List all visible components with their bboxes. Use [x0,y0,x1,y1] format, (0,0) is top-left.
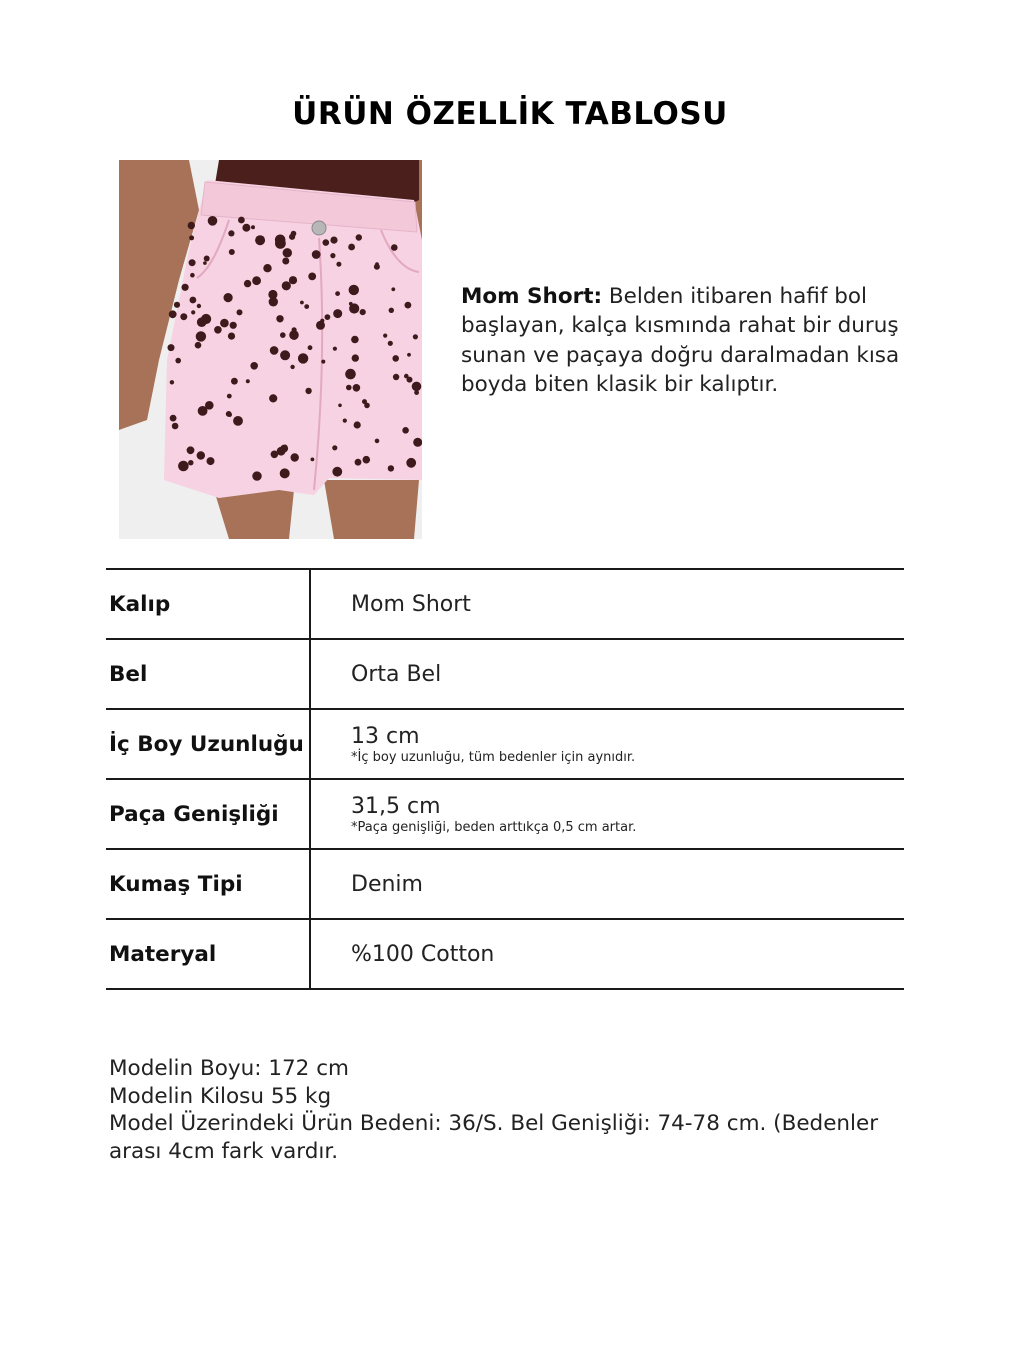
polka-dot [170,415,177,422]
polka-dot [252,276,261,285]
polka-dot [229,249,235,255]
spec-label: Paça Genişliği [106,779,310,849]
polka-dot [362,399,367,404]
polka-dot [228,333,235,340]
polka-dot [226,411,232,417]
polka-dot [332,467,342,477]
polka-dot [282,258,289,265]
polka-dot [300,301,304,305]
polka-dot [263,264,271,272]
polka-dot [207,457,215,465]
polka-dot [204,256,210,262]
polka-dot [311,458,315,462]
product-description [461,282,911,400]
polka-dot [305,388,311,394]
model-weight: Modelin Kilosu 55 kg [109,1083,332,1109]
polka-dot [323,239,330,246]
spec-value: %100 Cotton [351,941,495,967]
spec-value: 31,5 cm [351,793,441,819]
polka-dot [276,315,283,322]
polka-dot [227,394,232,399]
polka-dot [413,334,418,339]
polka-dot [188,222,195,229]
polka-dot [375,439,380,444]
spec-row-ic-boy [106,709,904,779]
polka-dot [349,285,359,295]
spec-label: İç Boy Uzunluğu [106,709,310,779]
polka-dot [169,310,177,318]
polka-dot [405,302,412,309]
spec-row-materyal [106,919,904,989]
polka-dot [182,284,189,291]
spec-value: Denim [351,871,423,897]
polka-dot [175,358,181,364]
polka-dot [191,310,195,314]
model-right-leg [324,480,419,539]
polka-dot [412,382,422,392]
polka-dot [196,331,206,341]
spec-label: Kalıp [106,569,310,639]
polka-dot [214,326,222,334]
polka-dot [190,273,195,278]
polka-dot [228,230,234,236]
spec-row-paca [106,779,904,849]
polka-dot [225,320,229,324]
polka-dot [354,421,361,428]
polka-dot [269,297,278,306]
spec-value-cell [310,849,904,919]
polka-dot [335,291,340,296]
polka-dot [198,406,208,416]
polka-dot [208,216,218,226]
polka-dot [388,465,394,471]
spec-row-kumas [106,849,904,919]
polka-dot [252,471,261,480]
polka-dot [168,344,175,351]
spec-note: *İç boy uzunluğu, tüm bedenler için aynıdır. [351,749,636,765]
spec-row-bel [106,639,904,709]
polka-dot [280,332,286,338]
shorts-button [312,221,326,235]
polka-dot [242,224,250,232]
polka-dot [355,459,362,466]
spec-value: Mom Short [351,591,471,617]
spec-row-kalip [106,569,904,639]
polka-dot [388,341,393,346]
model-info [109,1055,909,1165]
polka-dot [289,234,295,240]
polka-dot [360,309,366,315]
polka-dot [271,451,279,459]
polka-dot [356,234,362,240]
polka-dot [224,293,233,302]
polka-dot [407,353,411,357]
polka-dot [289,276,297,284]
polka-dot [404,374,409,379]
polka-dot [351,336,359,344]
polka-dot [189,235,194,240]
polka-dot [333,347,337,351]
spec-value: Orta Bel [351,661,442,687]
polka-dot [292,327,297,332]
polka-dot [336,262,341,267]
polka-dot [333,309,342,318]
polka-dot [233,416,243,426]
polka-dot [188,460,193,465]
polka-dot [255,235,265,245]
description-text: Belden itibaren hafif bol başlayan, kalça kısmında rahat bir duruş sunan ve paçaya doğru daralmadan kısa boyda biten klasik bir kalıptır. [461,284,900,398]
polka-dot [393,374,399,380]
spec-value: 13 cm [351,723,420,749]
product-photo [119,160,422,539]
polka-dot [203,261,207,265]
polka-dot [343,419,347,423]
model-size-line: arası 4cm fark vardır. [109,1138,339,1164]
polka-dot [383,334,387,338]
polka-dot [389,308,394,313]
polka-dot [345,369,356,380]
polka-dot [374,264,380,270]
polka-dot [180,313,187,320]
polka-dot [275,235,286,246]
polka-dot [238,217,245,224]
spec-label: Kumaş Tipi [106,849,310,919]
polka-dot [312,250,321,259]
polka-dot [251,225,255,229]
polka-dot [246,379,250,383]
polka-dot [363,456,371,464]
polka-dot [298,353,308,363]
spec-value-cell [310,569,904,639]
spec-label: Bel [106,639,310,709]
polka-dot [174,302,180,308]
polka-dot [283,248,292,257]
polka-dot [187,446,195,454]
polka-dot [244,280,251,287]
spec-note: *Paça genişliği, beden arttıkça 0,5 cm artar. [351,819,637,835]
polka-dot [304,304,309,309]
polka-dot [391,287,395,291]
polka-dot [392,355,399,362]
spec-table [106,568,904,990]
polka-dot [270,346,279,355]
polka-dot [269,394,277,402]
polka-dot [178,461,189,472]
spec-value-cell [310,919,904,989]
polka-dot [190,297,197,304]
page-title: ÜRÜN ÖZELLİK TABLOSU [292,96,728,132]
polka-dot [231,378,238,385]
spec-value-cell [310,639,904,709]
polka-dot [308,273,316,281]
description-term: Mom Short: [461,284,603,309]
polka-dot [349,302,353,306]
polka-dot [172,423,179,430]
polka-dot [346,385,352,391]
polka-dot [348,244,355,251]
polka-dot [353,384,361,392]
polka-dot [290,332,298,340]
polka-dot [325,314,331,320]
polka-dot [282,281,291,290]
polka-dot [230,322,237,329]
polka-dot [413,438,422,447]
polka-dot [170,380,174,384]
polka-dot [189,259,196,266]
polka-dot [321,360,325,364]
polka-dot [402,427,409,434]
polka-dot [320,319,324,323]
polka-dot [338,404,342,408]
polka-dot [290,365,294,369]
polka-dot [330,253,335,258]
polka-dot [197,304,201,308]
polka-dot [195,342,202,349]
spec-value-cell [310,779,904,849]
polka-dot [280,468,290,478]
polka-dot [280,350,290,360]
polka-dot [308,345,313,350]
polka-dot [352,354,359,361]
polka-dot [201,314,211,324]
spec-value-cell [310,709,904,779]
polka-dot [291,453,299,461]
polka-dot [283,445,287,449]
polka-dot [197,451,205,459]
polka-dot [237,309,243,315]
model-size-line: Model Üzerindeki Ürün Bedeni: 36/S. Bel Genişliği: 74-78 cm. (Bedenler [109,1111,879,1136]
model-height: Modelin Boyu: 172 cm [109,1056,349,1081]
polka-dot [250,362,258,370]
spec-label: Materyal [106,919,310,989]
polka-dot [330,237,337,244]
polka-dot [332,445,337,450]
polka-dot [391,244,398,251]
polka-dot [414,390,419,395]
polka-dot [406,458,416,468]
